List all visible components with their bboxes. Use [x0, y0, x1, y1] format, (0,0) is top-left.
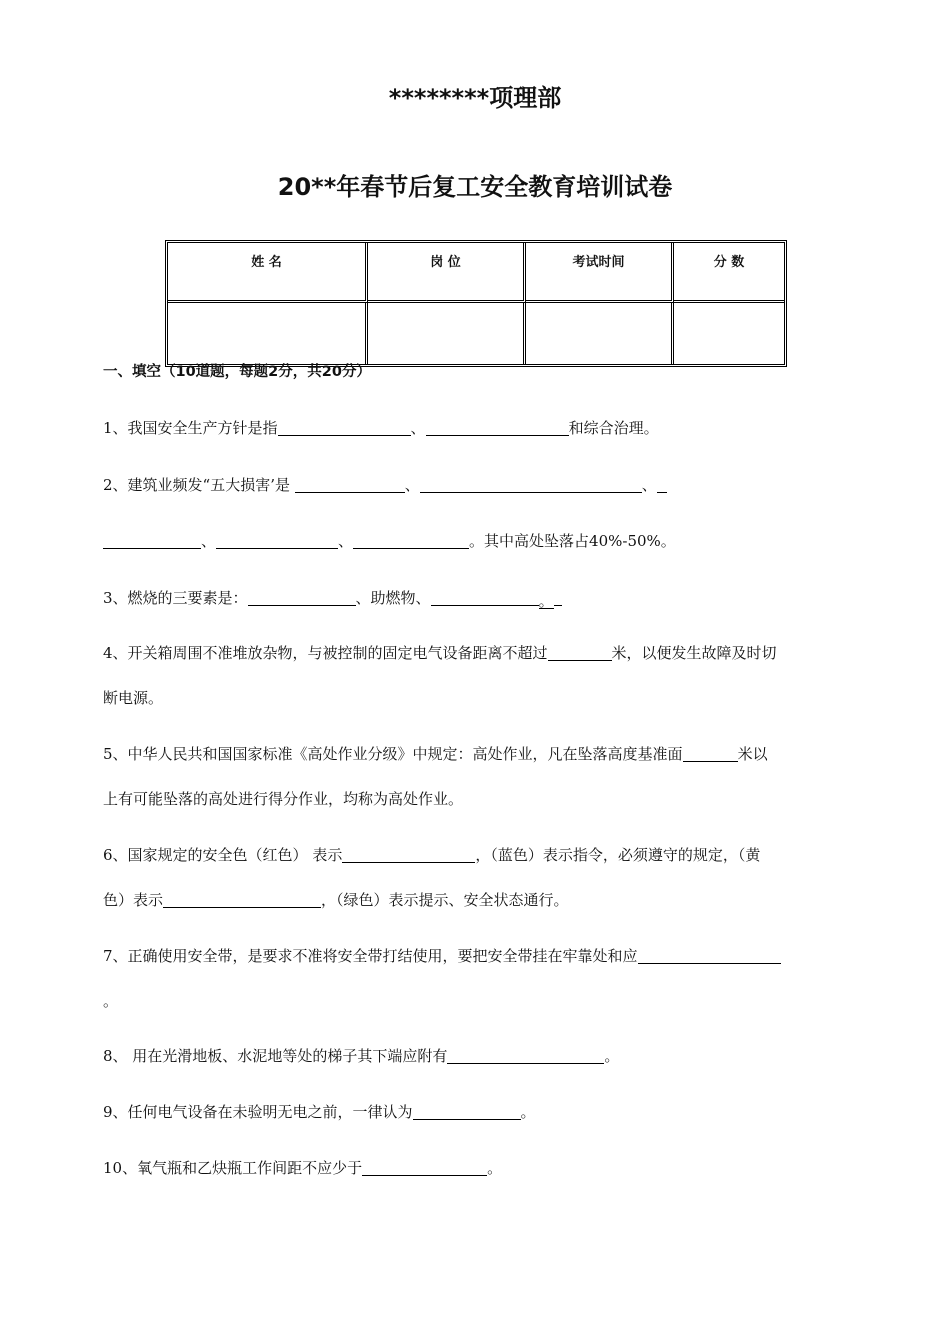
name-cell[interactable] [168, 303, 368, 364]
question-1-text-b: 、 [410, 419, 426, 437]
position-cell[interactable] [368, 303, 526, 364]
question-4-text-a: 4、开关箱周围不准堆放杂物，与被控制的固定电气设备距离不超过 [103, 644, 548, 662]
examinee-info-table [165, 240, 787, 367]
question-2-blank-6[interactable] [353, 530, 469, 549]
question-5 [103, 743, 853, 765]
position-header: 岗 位 [368, 243, 526, 303]
question-10 [103, 1157, 853, 1179]
question-6-text-b: ，（蓝色）表示指令，必须遵守的规定，（黄 [475, 846, 761, 864]
question-4-text-b: 米，以便发生故障及时切 [611, 644, 777, 662]
name-header: 姓 名 [168, 243, 368, 303]
question-2 [103, 474, 853, 496]
score-header: 分 数 [674, 243, 784, 303]
question-10-blank-1[interactable] [362, 1157, 487, 1176]
question-6-text-d: ，（绿色）表示提示、安全状态通行。 [321, 891, 569, 909]
question-1-blank-1[interactable] [278, 417, 411, 436]
question-9-blank-1[interactable] [413, 1101, 521, 1120]
question-6-blank-2[interactable] [163, 889, 321, 908]
question-6-continued [103, 889, 853, 911]
question-8 [103, 1045, 853, 1067]
department-title: ********项理部 [388, 84, 562, 112]
question-4-blank-1[interactable] [548, 642, 612, 661]
question-5-blank-1[interactable] [683, 743, 738, 762]
question-3 [103, 587, 853, 609]
question-2-continued [103, 530, 853, 552]
question-1-text-c: 和综合治理。 [568, 419, 659, 437]
exam-time-cell[interactable] [526, 303, 674, 364]
section-heading-fill-blank: 一、填空（10道题，每题2分，共20分） [103, 364, 371, 380]
question-3-text-c: 。 [538, 592, 554, 610]
question-4 [103, 642, 853, 664]
question-7-continued: 。 [103, 992, 119, 1010]
question-2-blank-2[interactable] [420, 474, 642, 493]
question-2-text-c: 、 [641, 476, 657, 494]
question-10-text-a: 10、氧气瓶和乙炔瓶工作间距不应少于 [103, 1159, 363, 1177]
exam-time-header: 考试时间 [526, 243, 674, 303]
question-5-continued: 上有可能坠落的高处进行得分作业，均称为高处作业。 [103, 790, 464, 808]
question-2b-text-b: 、 [338, 532, 354, 550]
question-9-text-b: 。 [520, 1103, 536, 1121]
question-3-blank-3[interactable] [554, 587, 562, 606]
info-table-entry-row [168, 303, 784, 364]
exam-title: 20**年春节后复工安全教育培训试卷 [277, 173, 673, 201]
question-1-blank-2[interactable] [426, 417, 569, 436]
question-5-text-b: 米以 [737, 745, 768, 763]
question-2-blank-4[interactable] [103, 530, 201, 549]
question-2-blank-3[interactable] [657, 474, 667, 493]
question-7-blank-1[interactable] [638, 945, 781, 964]
question-2-blank-5[interactable] [216, 530, 338, 549]
question-2-text-b: 、 [404, 476, 420, 494]
question-6 [103, 844, 853, 866]
score-cell[interactable] [674, 303, 784, 364]
question-3-blank-2[interactable] [431, 587, 539, 606]
question-3-text-a: 3、燃烧的三要素是： [103, 589, 248, 607]
question-2b-text-a: 、 [201, 532, 217, 550]
question-2b-text-c: 。其中高处坠落占40%-50%。 [469, 532, 676, 550]
question-2-blank-1[interactable] [295, 474, 405, 493]
question-7 [103, 945, 853, 967]
info-table-header-row [168, 243, 784, 303]
question-3-text-b: 、助燃物、 [355, 589, 431, 607]
question-1-text-a: 1、我国安全生产方针是指 [103, 419, 278, 437]
question-8-text-b: 。 [604, 1047, 620, 1065]
question-9 [103, 1101, 853, 1123]
question-6-blank-1[interactable] [342, 844, 475, 863]
question-3-blank-1[interactable] [248, 587, 356, 606]
question-10-text-b: 。 [487, 1159, 503, 1177]
question-6-text-c: 色）表示 [103, 891, 164, 909]
question-7-text-a: 7、正确使用安全带，是要求不准将安全带打结使用，要把安全带挂在牢靠处和应 [103, 947, 638, 965]
question-1 [103, 417, 853, 439]
question-8-blank-1[interactable] [447, 1045, 604, 1064]
question-2-text-a: 2、建筑业频发“五大损害’是 [103, 476, 295, 494]
question-8-text-a: 8、 用在光滑地板、水泥地等处的梯子其下端应附有 [103, 1047, 448, 1065]
question-5-text-a: 5、中华人民共和国国家标准《高处作业分级》中规定：高处作业，凡在坠落高度基准面 [103, 745, 683, 763]
question-4-continued: 断电源。 [103, 689, 164, 707]
question-6-text-a: 6、国家规定的安全色（红色） 表示 [103, 846, 343, 864]
question-9-text-a: 9、任何电气设备在未验明无电之前，一律认为 [103, 1103, 413, 1121]
